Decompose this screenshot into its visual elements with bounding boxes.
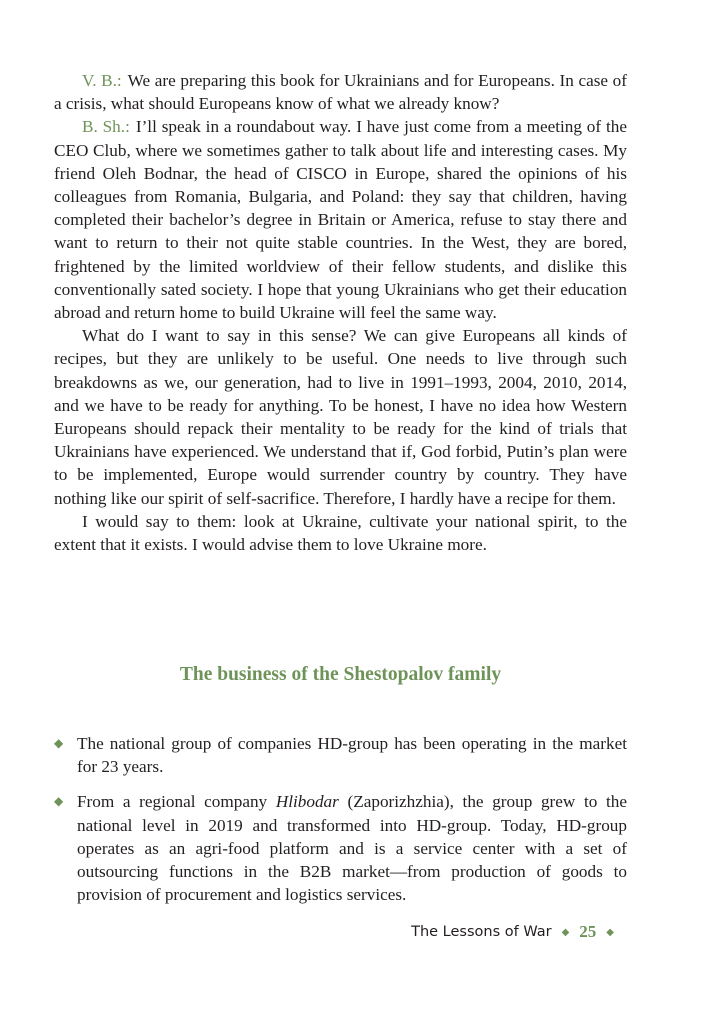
bullet-text: From a regional company xyxy=(77,792,276,812)
running-title: The Lessons of War xyxy=(411,924,552,940)
paragraph-text: We are preparing this book for Ukrainians and for Europeans. In case of a crisis, what should Europeans know of what we already know? xyxy=(54,71,627,114)
company-name-italic: Hlibodar xyxy=(275,792,339,812)
page-footer xyxy=(411,922,624,942)
speaker-label: B. Sh.: xyxy=(82,117,130,137)
bullet-text: The national group of companies HD-group has been operating in the market for 23 years. xyxy=(77,734,627,777)
bullet-text-continued: (Zaporizhzhia), the group grew to the national level in 2019 and transformed into HD-group. Today, HD-group operates as an agri-food platform and is a service center with a set of outsourcing functions in the B2B market—from production of goods to provision of procurement and logistics services. xyxy=(77,792,627,905)
diamond-bullet-icon: ◆ xyxy=(54,794,64,809)
interview-text xyxy=(54,69,627,556)
paragraph-closing xyxy=(54,510,627,556)
paragraph-bsh-answer xyxy=(54,115,627,324)
bullet-list xyxy=(54,732,627,918)
page-number: 25 xyxy=(579,922,597,941)
paragraph-vb-question xyxy=(54,69,627,115)
diamond-icon: ◆ xyxy=(606,926,614,938)
section-heading: The business of the Shestopalov family xyxy=(179,664,502,685)
list-item xyxy=(54,790,627,906)
diamond-icon: ◆ xyxy=(561,926,570,938)
diamond-bullet-icon: ◆ xyxy=(54,736,64,750)
speaker-label: V. B.: xyxy=(82,71,122,90)
paragraph-text: What do I want to say in this sense? We can give Europeans all kinds of recipes, but they are unlikely to be useful. One needs to live through such breakdowns as we, our generation, had to live in 1991–1993, 2004, 2010, 2014, and we have to be ready for anything. To be honest, I have no idea how Western Europeans should repack their mentality to be ready for the kind of trials that Ukrainians have experienced. We understand that if, God forbid, Putin’s plan were to be implemented, Europe would surrender country by country. They have nothing like our spirit of self-sacrifice. Therefore, I hardly have a recipe for them. xyxy=(54,326,627,508)
paragraph-text: I’ll speak in a roundabout way. I have just come from a meeting of the CEO Club, where we sometimes gather to talk about life and interesting cases. My friend Oleh Bodnar, the head of CISCO in Europe, shared the opinions of his colleagues from Romania, Bulgaria, and Poland: they say that children, having completed their bachelor’s degree in Britain or America, refuse to stay there and want to return to their not quite stable countries. In the West, they are bored, frightened by the limited worldview of their fellow students, and dislike this conventionally sated society. I hope that young Ukrainians who get their education abroad and return home to build Ukraine will feel the same way. xyxy=(54,117,627,323)
paragraph-text: I would say to them: look at Ukraine, cultivate your national spirit, to the extent that it exists. I would advise them to love Ukraine more. xyxy=(54,511,627,555)
list-item xyxy=(54,732,627,778)
paragraph-continuation xyxy=(54,324,627,510)
